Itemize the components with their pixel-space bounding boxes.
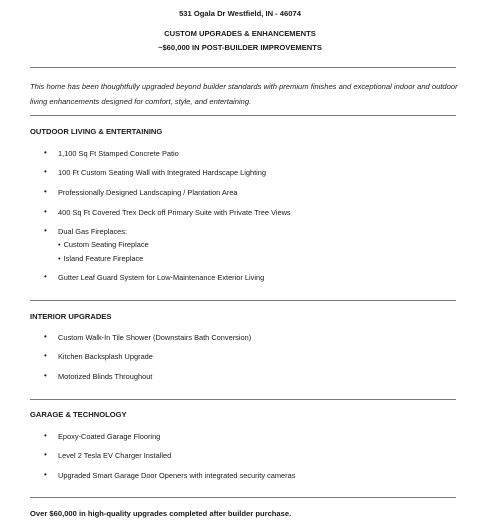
bullet-icon: •: [44, 371, 47, 380]
bullet-icon: •: [44, 431, 47, 440]
intro-paragraph: This home has been thoughtfully upgraded beyond builder standards with premium finishes and exceptional indoor and outdoor living enhancements designed for comfort, style, and entertaining.: [30, 82, 458, 106]
divider: [30, 115, 456, 116]
list-item-text: Kitchen Backsplash Upgrade: [58, 352, 153, 361]
divider: [30, 300, 456, 301]
bullet-icon: •: [44, 207, 47, 216]
list-item-text: Gutter Leaf Guard System for Low-Maintenance Exterior Living: [58, 273, 265, 282]
list-item-text: 100 Ft Custom Seating Wall with Integrated Hardscape Lighting: [58, 168, 267, 177]
bullet-icon: •: [44, 187, 47, 196]
sub-list-item: [58, 241, 149, 248]
bullet-icon: •: [58, 240, 61, 249]
divider: [30, 67, 456, 68]
list-item-text: Upgraded Smart Garage Door Openers with integrated security cameras: [58, 471, 296, 480]
bullet-icon: •: [44, 272, 47, 281]
list-item-text: Dual Gas Fireplaces:: [58, 227, 128, 236]
sub-list-item-text: Custom Seating Fireplace: [63, 240, 149, 249]
bullet-icon: •: [58, 254, 61, 263]
list-item-text: Custom Walk-In Tile Shower (Downstairs Bath Conversion): [58, 333, 252, 342]
bullet-icon: •: [44, 167, 47, 176]
bullet-icon: •: [44, 148, 47, 157]
bullet-icon: •: [44, 226, 47, 235]
list-item-text: Professionally Designed Landscaping / Plantation Area: [58, 188, 238, 197]
bullet-icon: •: [44, 351, 47, 360]
footer-summary: Over $60,000 in high-quality upgrades completed after builder purchase.: [30, 509, 292, 518]
list-item-text: 400 Sq Ft Covered Trex Deck off Primary Suite with Private Tree Views: [58, 208, 291, 217]
sub-list-item-text: Island Feature Fireplace: [63, 254, 144, 263]
sub-list-item: [58, 255, 143, 262]
list-item-text: 1,100 Sq Ft Stamped Concrete Patio: [58, 149, 179, 158]
list-item-text: Level 2 Tesla EV Charger Installed: [58, 451, 172, 460]
list-item-text: Epoxy-Coated Garage Flooring: [58, 432, 161, 441]
divider: [30, 399, 456, 400]
list-item-text: Motorized Blinds Throughout: [58, 372, 153, 381]
document-subtitle: ~$60,000 IN POST-BUILDER IMPROVEMENTS: [158, 43, 322, 52]
document-title: CUSTOM UPGRADES & ENHANCEMENTS: [164, 29, 316, 38]
section-title-interior: INTERIOR UPGRADES: [30, 312, 112, 321]
bullet-icon: •: [44, 332, 47, 341]
property-address: 531 Ogala Dr Westfield, IN - 46074: [179, 9, 301, 18]
section-title-outdoor: OUTDOOR LIVING & ENTERTAINING: [30, 127, 163, 136]
divider: [30, 497, 456, 498]
section-title-garage: GARAGE & TECHNOLOGY: [30, 410, 127, 419]
bullet-icon: •: [44, 450, 47, 459]
bullet-icon: •: [44, 470, 47, 479]
